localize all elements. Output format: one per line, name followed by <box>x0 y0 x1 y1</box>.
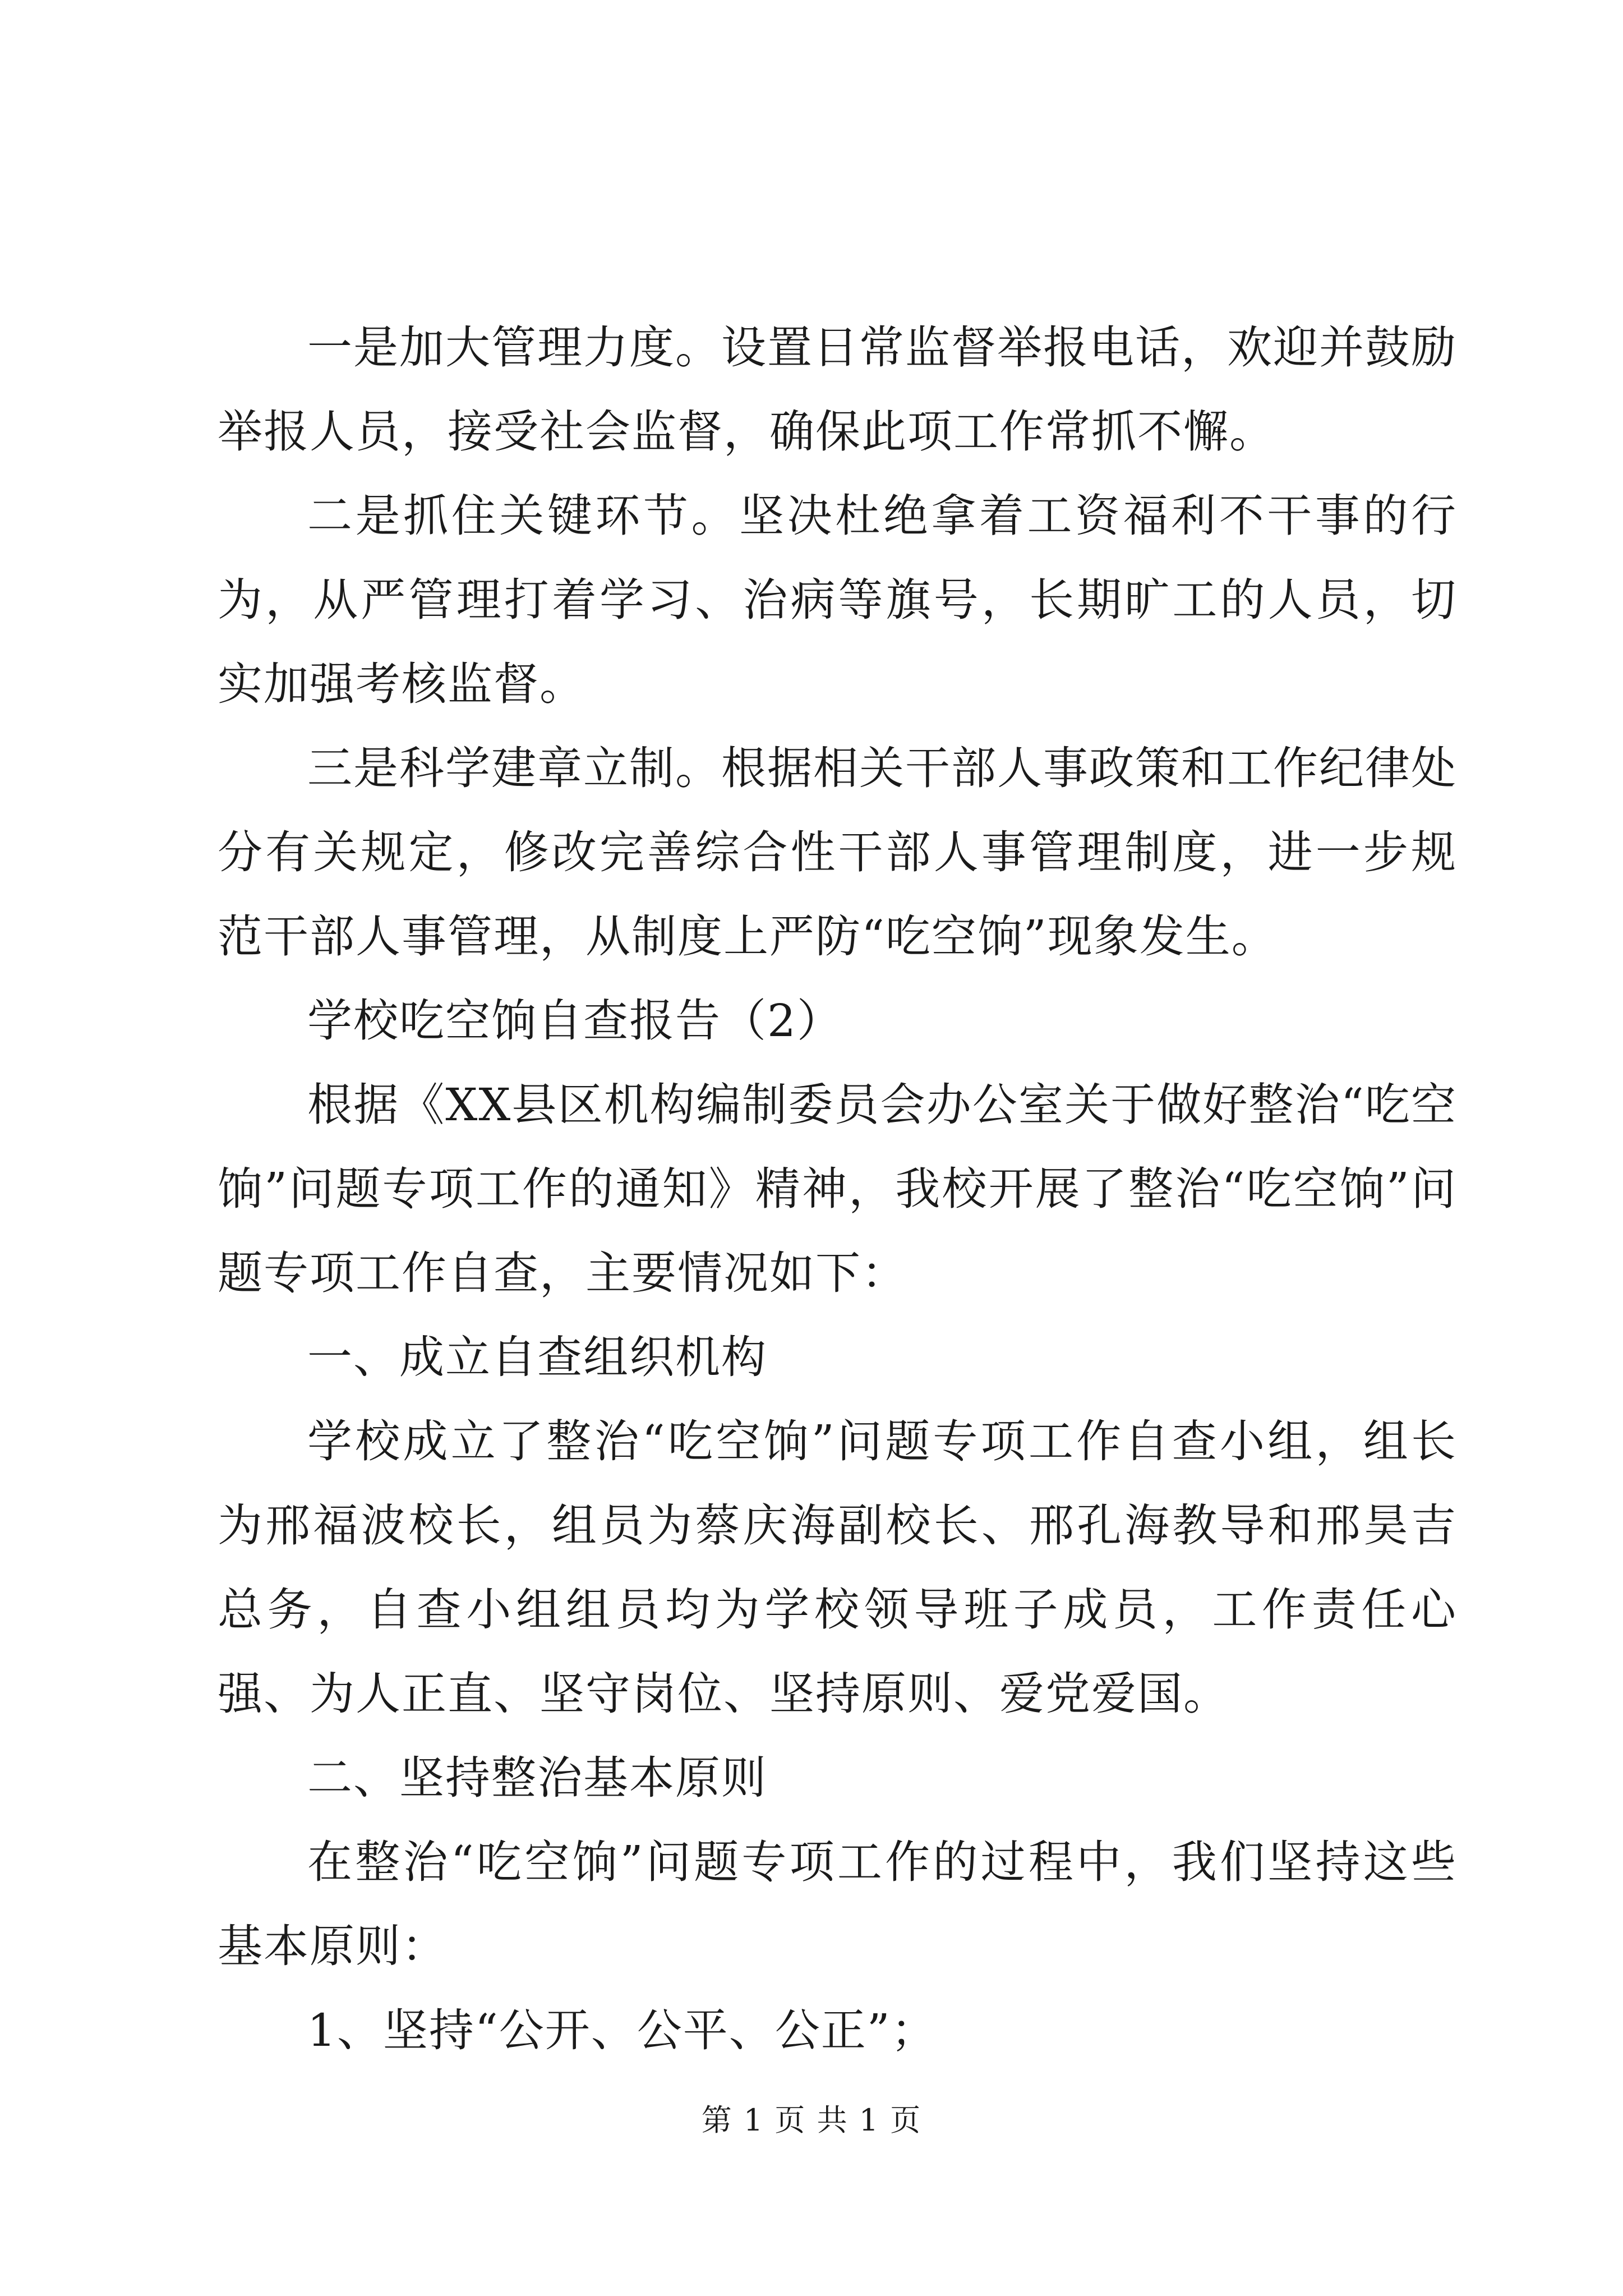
paragraph-principles: 在整治“吃空饷”问题专项工作的过程中，我们坚持这些基本原则： <box>218 1836 1457 1972</box>
paragraph-measure-3: 三是科学建章立制。根据相关干部人事政策和工作纪律处分有关规定，修改完善综合性干部人事管理制度，进一步规范干部人事管理，从制度上严防“吃空饷”现象发生。 <box>218 742 1457 963</box>
section-title-report-2: 学校吃空饷自查报告（2） <box>307 995 843 1047</box>
heading-section-2: 二、坚持整治基本原则 <box>307 1752 767 1804</box>
page-footer: 第 1 页 共 1 页 <box>701 2102 922 2138</box>
paragraph-intro: 根据《XX县区机构编制委员会办公室关于做好整治“吃空饷”问题专项工作的通知》精神，我校开展了整治“吃空饷”问题专项工作自查，主要情况如下： <box>218 1079 1457 1299</box>
paragraph-team: 学校成立了整治“吃空饷”问题专项工作自查小组，组长为邢福波校长，组员为蔡庆海副校长、邢孔海教导和邢昊吉总务，自查小组组员均为学校领导班子成员，工作责任心强、为人正直、坚守岗位、坚持原则、爱党爱国。 <box>218 1415 1457 1720</box>
paragraph-measure-1: 一是加大管理力度。设置日常监督举报电话，欢迎并鼓励举报人员，接受社会监督，确保此项工作常抓不懈。 <box>218 321 1457 458</box>
heading-section-1: 一、成立自查组织机构 <box>307 1331 767 1383</box>
paragraph-measure-2: 二是抓住关键环节。坚决杜绝拿着工资福利不干事的行为，从严管理打着学习、治病等旗号，长期旷工的人员，切实加强考核监督。 <box>218 490 1457 710</box>
document-body <box>218 306 1457 2073</box>
list-item-principle-1: 1、坚持“公开、公平、公正”； <box>307 2004 937 2056</box>
